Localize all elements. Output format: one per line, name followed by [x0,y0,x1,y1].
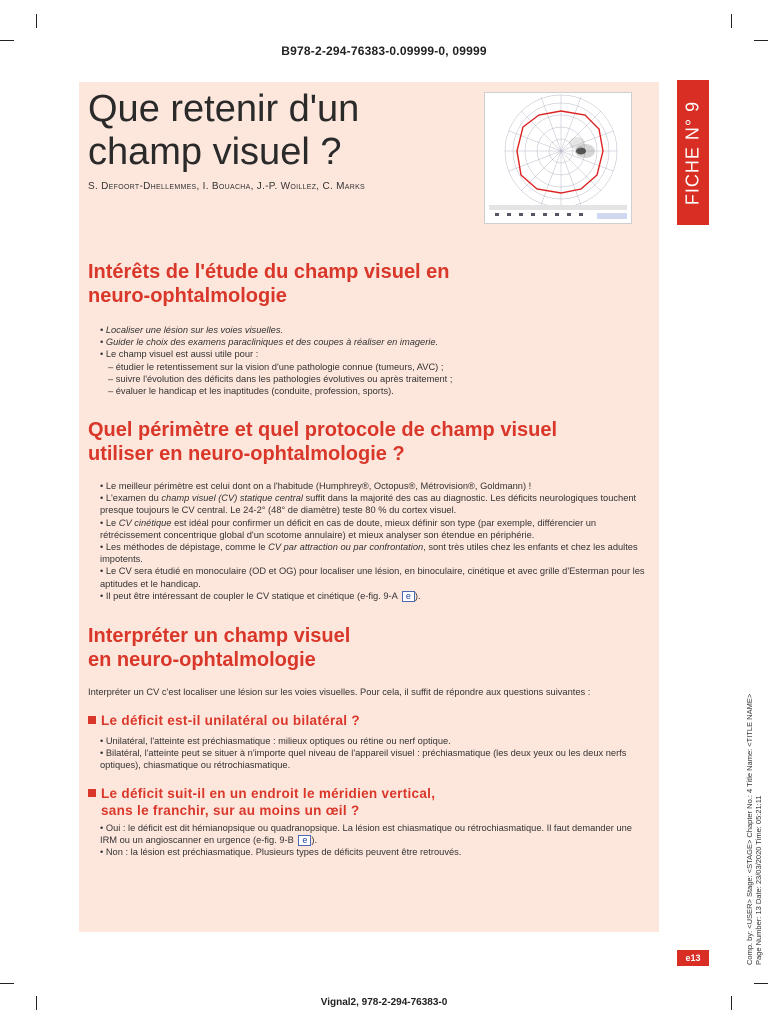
crop-mark [0,983,14,984]
bullet: • Bilatéral, l'atteinte peut se situer à n'importe quel niveau de l'appareil visuel : préchiasmatique (les deux yeux ou les deux nerfs optiques), chiasmatique ou rétrochiasmatique. [100,748,627,771]
section-3-heading [88,624,648,672]
fiche-tab [677,80,709,225]
text: , sont très utiles chez les enfants et chez les adultes impotents. [100,542,638,565]
crop-mark [0,40,14,41]
section-1-heading-line-2: neuro-ophtalmologie [88,285,287,307]
bullet: • Le meilleur périmètre est celui dont on a l'habitude (Humphrey®, Octopus®, Métrovision®, Goldmann) ! [100,481,532,491]
title-line-2: champ visuel ? [88,131,342,173]
question-2-heading [88,785,648,819]
fiche-label: FICHE N° 9 [682,100,703,205]
section-2-body [100,480,650,602]
question-2-line-2: sans le franchir, sur au moins un œil ? [101,803,360,818]
metadata-line-2: Page Number: 13 Date: 23/03/2020 Time: 05:21:11 [754,795,763,965]
bullet: • Non : la lésion est préchiasmatique. Plusieurs types de déficits peuvent être retrouvés. [100,847,462,858]
text-emphasis: CV par attraction ou par confrontation [268,542,424,553]
sub-bullet: – étudier le retentissement sur la vision d'une pathologie connue (tumeurs, AVC) ; [108,361,444,372]
question-1-heading [88,712,648,729]
visual-field-figure [484,92,632,224]
section-2-heading [88,418,648,466]
sub-bullet: – évaluer le handicap et les inaptitudes (conduite, profession, sports). [108,386,394,397]
bullet: • Localiser une lésion sur les voies visuelles. [100,325,284,335]
section-2-heading-line-2: utiliser en neuro-ophtalmologie ? [88,443,405,465]
text: est idéal pour confirmer un déficit en cas de doute, mieux définir son type (par exemple, différencier un rétrécissement concentrique global d'un scotome annulaire) et mieux analyser son étendue en périphérie. [100,517,597,540]
question-1-body [100,735,650,772]
bullet [100,492,650,516]
square-bullet-icon [88,716,96,724]
text: • Oui : le déficit est dit hémianopsique ou quadranopsique. La lésion est chiasmatique ou rétrochiasmatique. Il faut demander une IRM ou un angioscanner en urgence (e-fig. 9-B [100,823,632,846]
footer-code: Vignal2, 978-2-294-76383-0 [320,997,448,1008]
bullet [100,517,650,541]
question-2-body [100,822,650,859]
section-3-intro: Interpréter un CV c'est localiser une lésion sur les voies visuelles. Pour cela, il suffit de répondre aux questions suivantes : [88,687,591,697]
metadata-line-1: Comp. by: <USER> Stage: <STAGE> Chapter No.: 4 Title Name: <TITLE NAME> [745,693,754,965]
text: • Les méthodes de dépistage, comme le [100,542,269,553]
text: ). [414,590,421,601]
bullet: • Le champ visuel est aussi utile pour : [100,349,259,360]
bullet [100,822,650,846]
section-3-heading-line-2: en neuro-ophtalmologie [88,649,316,671]
square-bullet-icon [88,789,96,797]
bullet: • Guider le choix des examens paracliniques et des coupes à réaliser en imagerie. [100,337,439,348]
e-figure-link[interactable]: e [298,835,311,846]
title-line-1: Que retenir d'un [88,88,360,130]
section-1-body [100,324,650,397]
sub-bullet: – suivre l'évolution des déficits dans les pathologies évolutives ou après traitement ; [108,373,453,384]
production-metadata [745,694,763,965]
text: • Il peut être intéressant de coupler le CV statique et cinétique (e-fig. 9-A [100,590,398,601]
question-1-text: Le déficit est-il unilatéral ou bilatéral ? [101,713,360,728]
bullet: • Le CV sera étudié en monoculaire (OD et OG) pour localiser une lésion, en binoculaire, cinétique et avec grille d'Esterman pour les aptitudes et le handicap. [100,566,645,589]
text-emphasis: champ visuel (CV) statique central [161,493,303,504]
visual-field-plot [485,93,631,223]
text: • L'examen du [100,493,162,504]
bullet [100,590,650,602]
section-3-heading-line-1: Interpréter un champ visuel [88,625,351,647]
authors: S. Defoort-Dhellemmes, I. Bouacha, J.-P. Woillez, C. Marks [88,181,366,192]
page-title [88,88,478,174]
section-2-heading-line-1: Quel périmètre et quel protocole de champ visuel [88,419,558,441]
crop-mark [731,14,732,28]
header-code: B978-2-294-76383-0.09999-0, 09999 [281,44,487,58]
crop-mark [754,40,768,41]
crop-mark [754,983,768,984]
text: suffit dans la majorité des cas au diagnostic. Les déficits neurologiques touchent presque toujours le CV central. Le 24-2° (48° de diamètre) teste 80 % du cortex visuel. [100,493,637,516]
text-emphasis: CV cinétique [118,517,172,528]
question-2-line-1: Le déficit suit-il en un endroit le méridien vertical, [101,786,436,801]
text: • Le [100,517,119,528]
crop-mark [36,14,37,28]
text: ). [311,835,318,846]
e-figure-link[interactable]: e [402,591,415,602]
bullet: • Unilatéral, l'atteinte est préchiasmatique : milieux optiques ou rétine ou nerf optique. [100,736,451,746]
section-1-heading-line-1: Intérêts de l'étude du champ visuel en [88,261,450,283]
bullet [100,541,650,565]
page-number: e13 [677,950,709,966]
section-1-heading [88,260,648,308]
